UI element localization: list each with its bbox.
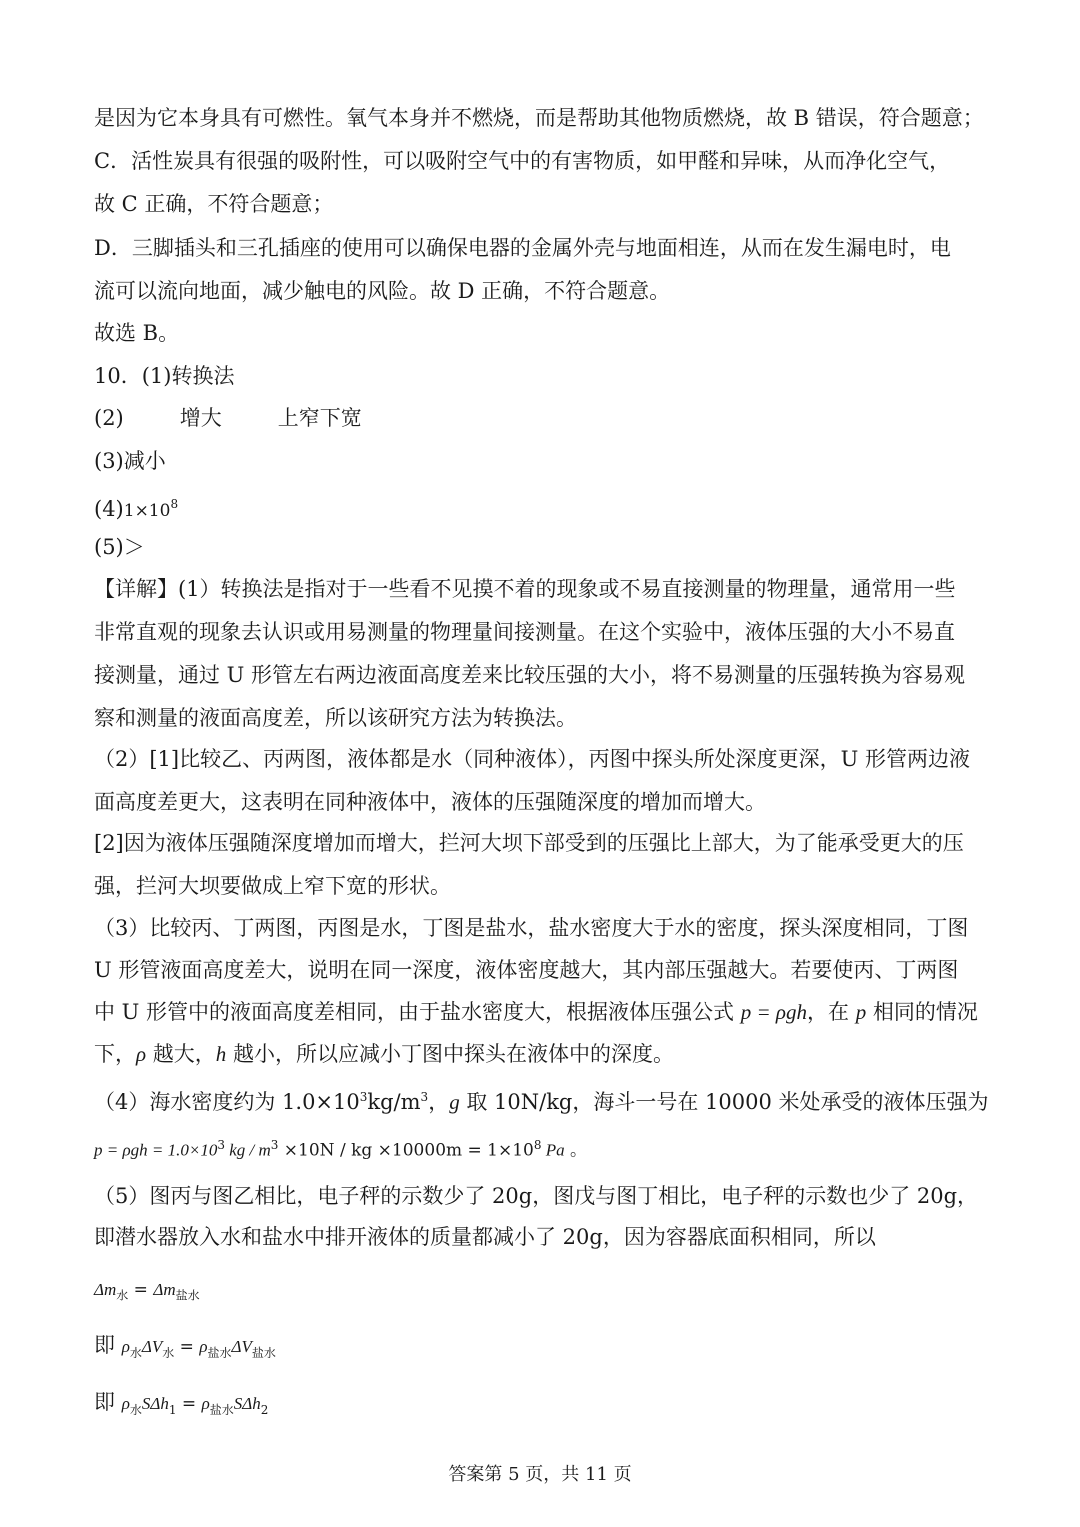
subscript: 水: [129, 1403, 142, 1418]
variable: h: [215, 1042, 227, 1066]
text-line: 故 C 正确，不符合题意；: [94, 192, 334, 216]
text-span: 越小，所以应减小丁图中探头在液体中的深度。: [226, 1042, 674, 1066]
formula: SΔh: [233, 1394, 261, 1413]
subscript: 水: [116, 1288, 129, 1303]
formula: =: [128, 1280, 154, 1300]
detail-line: （5）图丙与图乙相比，电子秤的示数少了 20g，图戊与图丁相比，电子秤的示数也少了 20g，: [94, 1184, 979, 1208]
detail-line: [94, 997, 978, 1027]
exponent: 3: [217, 1138, 225, 1152]
subscript: 盐水: [209, 1403, 234, 1418]
exponent: 8: [170, 497, 179, 511]
page-footer: 答案第 5 页，共 11 页: [448, 1464, 632, 1485]
answer-label: (2): [94, 406, 124, 430]
detail-line: 非常直观的现象去认识或用易测量的物理量间接测量。在这个实验中，液体压强的大小不易直: [94, 620, 955, 644]
variable: g: [449, 1090, 460, 1114]
formula: kg / m: [224, 1140, 271, 1160]
formula: Δm: [153, 1280, 176, 1299]
text-span: （4）海水密度约为 1.0×10: [94, 1090, 360, 1114]
formula: ×10N / kg ×10000m = 1×10: [278, 1140, 534, 1161]
text-line: 是因为它本身具有可燃性。氧气本身并不燃烧，而是帮助其他物质燃烧，故 B 错误，符合题意；: [94, 106, 984, 130]
text-line: C．活性炭具有很强的吸附性，可以吸附空气中的有害物质，如甲醛和异味，从而净化空气，: [94, 149, 951, 173]
subscript: 盐水: [207, 1346, 232, 1361]
formula: ρ: [199, 1337, 208, 1356]
subscript: 1: [168, 1403, 177, 1418]
answer-10-part5: (5)＞: [94, 535, 145, 559]
formula: p = ρgh = 1.0×10: [94, 1140, 218, 1160]
text-span: kg/m: [367, 1090, 421, 1114]
text-span: 越大，: [146, 1042, 216, 1066]
formula: ρ: [121, 1394, 130, 1413]
variable: p: [855, 1000, 867, 1024]
answer-value: 1×10: [123, 501, 171, 521]
detail-line: 即潜水器放入水和盐水中排开液体的质量都减小了 20g，因为容器底面积相同，所以: [94, 1225, 876, 1249]
answer-10-part1: 10．(1)转换法: [94, 364, 235, 388]
subscript: 水: [162, 1346, 175, 1361]
text-span: 即: [94, 1333, 122, 1357]
equation-1: [94, 1275, 200, 1310]
text-span: 中 U 形管中的液面高度差相同，由于盐水密度大，根据液体压强公式: [94, 1000, 741, 1024]
formula: ΔV: [231, 1337, 252, 1356]
text-span: 下，: [94, 1042, 136, 1066]
formula: Pa: [541, 1140, 565, 1160]
answer-label: (4): [94, 497, 124, 521]
subscript: 2: [260, 1403, 269, 1418]
formula: Δm: [94, 1280, 117, 1299]
detail-line: 察和测量的液面高度差，所以该研究方法为转换法。: [94, 706, 577, 730]
formula: ρ: [121, 1337, 130, 1356]
exponent: 3: [420, 1090, 429, 1104]
answer-10-part2: [94, 403, 362, 433]
text-span: 相同的情况: [866, 1000, 978, 1024]
text-span: 取 10N/kg，海斗一号在 10000 米处承受的液体压强为: [459, 1090, 989, 1114]
subscript: 盐水: [175, 1288, 200, 1303]
formula: ΔV: [141, 1337, 163, 1356]
equation-3: [94, 1387, 268, 1425]
text-span: ，: [428, 1090, 450, 1114]
detail-line: （3）比较丙、丁两图，丙图是水，丁图是盐水，盐水密度大于水的密度，探头深度相同，丁图: [94, 916, 969, 940]
formula: =: [176, 1394, 202, 1414]
text-line: 流可以流向地面，减少触电的风险。故 D 正确，不符合题意。: [94, 279, 671, 303]
formula-line: [94, 1130, 587, 1166]
text-span: 即: [94, 1390, 122, 1414]
exponent: 3: [270, 1138, 279, 1152]
text-line: D．三脚插头和三孔插座的使用可以确保电器的金属外壳与地面相连，从而在发生漏电时，电: [94, 236, 951, 260]
answer-value: 上窄下宽: [277, 406, 362, 430]
exponent: 8: [533, 1138, 542, 1152]
formula: ρ: [201, 1394, 210, 1413]
text-span: ，在: [807, 1000, 856, 1024]
answer-10-part4: [94, 489, 178, 526]
subscript: 水: [129, 1346, 142, 1361]
text-span: 。: [564, 1140, 588, 1161]
detail-line: （2）[1]比较乙、丙两图，液体都是水（同种液体），丙图中探头所处深度更深，U 形管两边液: [94, 747, 970, 771]
text-line: 故选 B。: [94, 321, 180, 345]
detail-line: [2]因为液体压强随深度增加而增大，拦河大坝下部受到的压强比上部大，为了能承受更大的压: [94, 831, 964, 855]
detail-line: 接测量，通过 U 形管左右两边液面高度差来比较压强的大小，将不易测量的压强转换为容易观: [94, 663, 966, 687]
equation-2: [94, 1330, 276, 1368]
subscript: 盐水: [251, 1346, 276, 1361]
detail-line: 【详解】(1）转换法是指对于一些看不见摸不着的现象或不易直接测量的物理量，通常用一些: [94, 577, 956, 601]
exponent: 3: [359, 1090, 368, 1104]
detail-line: 强，拦河大坝要做成上窄下宽的形状。: [94, 874, 451, 898]
formula: =: [174, 1337, 200, 1357]
answer-value: 增大: [179, 406, 222, 430]
detail-line: [94, 1039, 674, 1069]
variable: ρ: [136, 1042, 147, 1066]
answer-10-part3: (3)减小: [94, 449, 166, 473]
detail-line: 面高度差更大，这表明在同种液体中，液体的压强随深度的增加而增大。: [94, 790, 766, 814]
formula: SΔh: [141, 1394, 169, 1413]
detail-line: U 形管液面高度差大，说明在同一深度，液体密度越大，其内部压强越大。若要使丙、丁两图: [94, 958, 959, 982]
formula: p = ρgh: [740, 1000, 807, 1024]
detail-line: [94, 1082, 989, 1117]
